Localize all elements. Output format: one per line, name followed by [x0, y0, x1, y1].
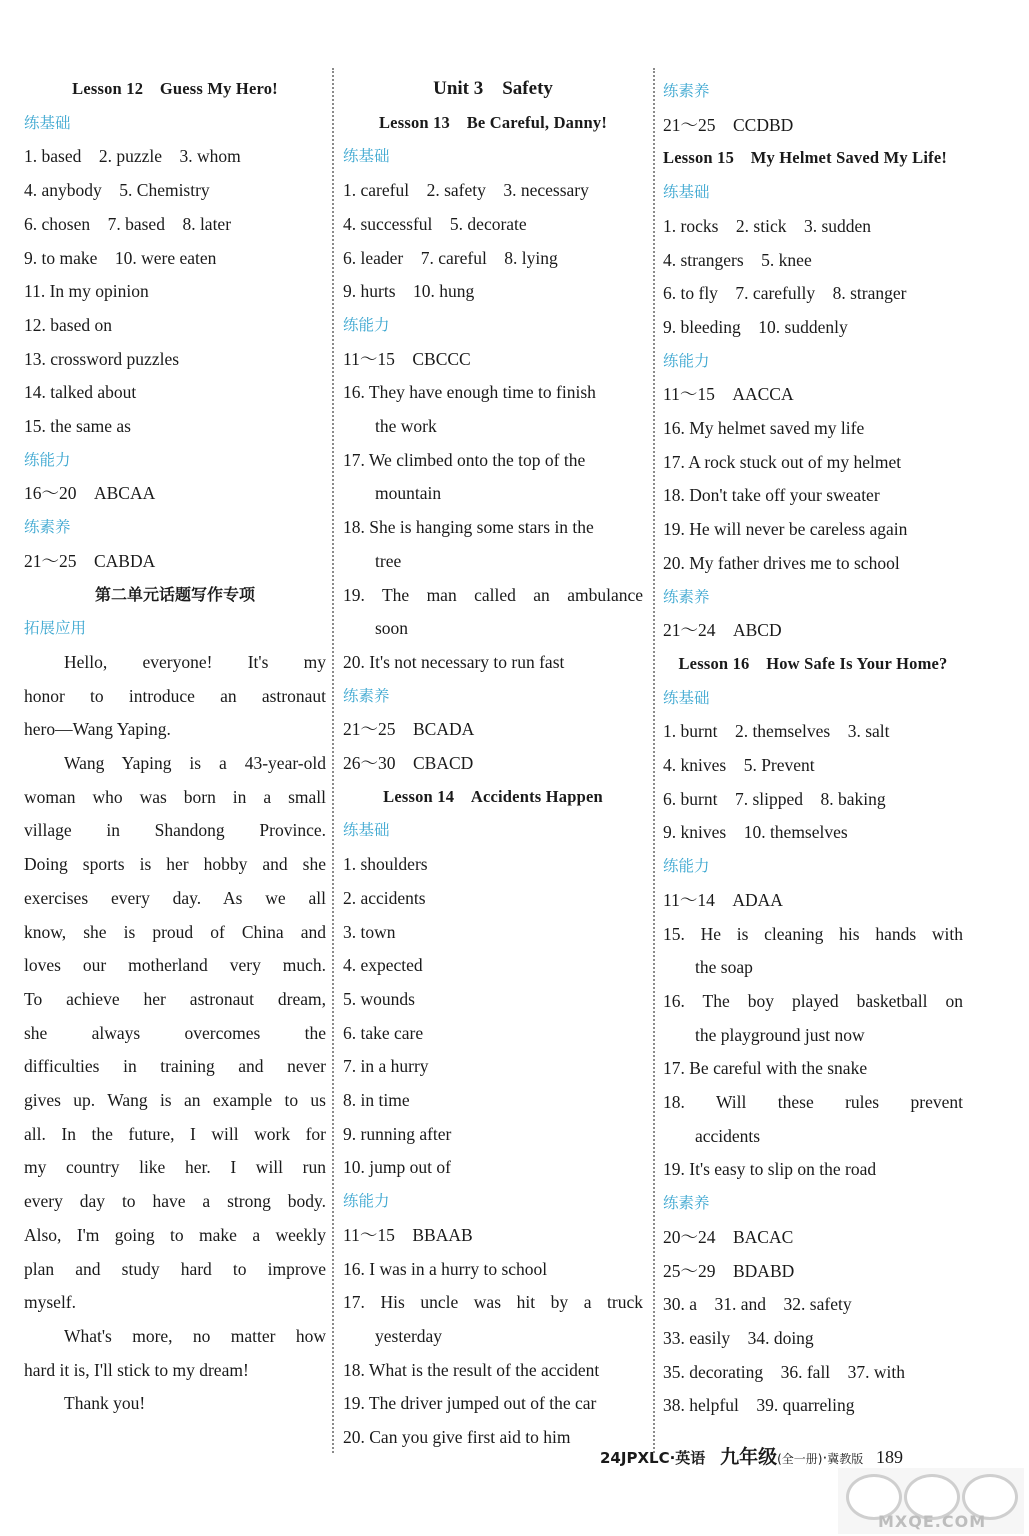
grade-label: 九年级 — [720, 1446, 778, 1468]
answer-line: 20. Can you give first aid to him — [343, 1427, 571, 1447]
section-label: 练基础 — [343, 147, 390, 166]
column-divider — [332, 68, 334, 1453]
answer-line: 35. decorating 36. fall 37. with — [663, 1361, 906, 1382]
section-label: 拓展应用 — [24, 619, 87, 638]
answer-line: exercises every day. As we all — [24, 887, 326, 908]
answer-line: 1. shoulders — [343, 854, 428, 875]
answer-line: 38. helpful 39. quarreling — [663, 1395, 855, 1416]
answer-line: 4. knives 5. Prevent — [663, 755, 815, 775]
answer-line: 1. based 2. puzzle 3. whom — [24, 146, 241, 167]
volume-label: (全一册) — [777, 1452, 823, 1466]
answer-line: 4. strangers 5. knee — [663, 249, 812, 270]
answer-line: 5. wounds — [343, 988, 415, 1009]
section-label: 练素养 — [663, 1194, 710, 1213]
answer-line: 18. What is the result of the accident — [343, 1359, 600, 1380]
answer-line: gives up. Wang is an example to us — [24, 1090, 326, 1110]
answer-line: 16. The boy played basketball on — [663, 990, 963, 1011]
section-label: 练基础 — [343, 821, 390, 840]
answer-line: 11～15 BBAAB — [343, 1224, 473, 1245]
answer-line: 6. burnt 7. slipped 8. baking — [663, 788, 886, 809]
answer-line: all. In the future, I will work for — [24, 1123, 326, 1144]
watermark-logo — [838, 1468, 1024, 1534]
answer-line: hard it is, I'll stick to my dream! — [24, 1359, 249, 1380]
answer-line: Also, I'm going to make a weekly — [24, 1224, 326, 1245]
answer-line: Doing sports is her hobby and she — [24, 854, 326, 875]
answer-line: village in Shandong Province. — [24, 820, 326, 841]
section-label: 练能力 — [343, 1192, 390, 1211]
answer-line: difficulties in training and never — [24, 1056, 326, 1077]
section-label: 练基础 — [663, 688, 710, 707]
answer-line: 6. take care — [343, 1022, 424, 1043]
answer-line: 20～24 BACAC — [663, 1226, 794, 1247]
answer-line: 11～15 AACCA — [663, 384, 794, 405]
lesson-title: Lesson 16 How Safe Is Your Home? — [678, 653, 948, 673]
answer-line: 19. The driver jumped out of the car — [343, 1393, 597, 1414]
answer-line: 19. It's easy to slip on the road — [663, 1159, 877, 1180]
watermark-url: MXQE.COM — [878, 1512, 987, 1531]
answer-line: honor to introduce an astronaut — [24, 685, 326, 706]
answer-line: Hello, everyone! It's my — [64, 651, 326, 672]
answer-line: 18. Don't take off your sweater — [663, 485, 880, 506]
answer-line: 9. bleeding 10. suddenly — [663, 316, 848, 337]
lesson-title: Lesson 15 My Helmet Saved My Life! — [663, 148, 948, 168]
answer-line: 21～24 ABCD — [663, 620, 782, 641]
answer-line: the playground just now — [695, 1024, 865, 1045]
answer-line: 16. I was in a hurry to school — [343, 1258, 548, 1279]
answer-line: 26～30 CBACD — [343, 753, 474, 773]
answer-line: 9. to make 10. were eaten — [24, 247, 217, 268]
answer-line: What's more, no matter how — [64, 1325, 326, 1346]
answer-line: 6. chosen 7. based 8. later — [24, 213, 232, 234]
answer-line: 20. My father drives me to school — [663, 552, 900, 573]
section-label: 练素养 — [24, 518, 71, 537]
answer-line: plan and study hard to improve — [24, 1258, 326, 1279]
answer-line: 11～14 ADAA — [663, 889, 783, 910]
answer-line: 21～25 CABDA — [24, 550, 156, 571]
answer-line: 19. He will never be careless again — [663, 519, 908, 540]
section-label: 练素养 — [663, 82, 710, 100]
answer-line: 2. accidents — [343, 887, 426, 908]
answer-line: 18. Will these rules prevent — [663, 1092, 963, 1112]
answer-line: she always overcomes the — [24, 1022, 326, 1043]
section-label: 练能力 — [663, 857, 710, 876]
answer-line: woman who was born in a small — [24, 786, 326, 807]
section-label: 练素养 — [663, 587, 710, 606]
edition-label: 冀教版 — [827, 1452, 864, 1466]
answer-line: 12. based on — [24, 314, 112, 335]
answer-line: 17. A rock stuck out of my helmet — [663, 451, 902, 472]
answer-line: the work — [375, 416, 437, 436]
answer-line: 15. He is cleaning his hands with — [663, 923, 963, 944]
answer-line: every day to have a strong body. — [24, 1191, 326, 1212]
answer-line: 21～25 BCADA — [343, 719, 475, 740]
answer-line: 9. running after — [343, 1123, 452, 1144]
answer-line: 1. careful 2. safety 3. necessary — [343, 180, 589, 201]
answer-line: know, she is proud of China and — [24, 921, 326, 942]
answer-line: 8. in time — [343, 1090, 410, 1110]
answer-line: 4. successful 5. decorate — [343, 213, 527, 234]
answer-line: soon — [375, 618, 409, 639]
answer-line: 16. They have enough time to finish — [343, 382, 596, 403]
answer-line: 25～29 BDABD — [663, 1260, 795, 1281]
answer-line: Wang Yaping is a 43-year-old — [64, 753, 326, 773]
answer-line: loves our motherland very much. — [24, 955, 326, 976]
section-label: 练基础 — [663, 183, 710, 202]
answer-line: 11. In my opinion — [24, 281, 149, 302]
answer-line: the soap — [695, 957, 753, 978]
answer-line: mountain — [375, 483, 442, 504]
answer-line: 19. The man called an ambulance — [343, 584, 643, 605]
answer-line: 13. crossword puzzles — [24, 348, 180, 369]
answer-line: 17. His uncle was hit by a truck — [343, 1292, 643, 1313]
answer-line: 17. Be careful with the snake — [663, 1058, 868, 1079]
answer-line: 7. in a hurry — [343, 1056, 429, 1077]
answer-line: 14. talked about — [24, 382, 137, 403]
section-label: 练能力 — [663, 351, 710, 370]
answer-line: 30. a 31. and 32. safety — [663, 1294, 852, 1315]
answer-line: accidents — [695, 1125, 761, 1146]
section-label: 练能力 — [24, 450, 71, 469]
answer-line: 1. burnt 2. themselves 3. salt — [663, 721, 890, 742]
answer-line: hero—Wang Yaping. — [24, 719, 171, 740]
column-divider — [653, 68, 655, 1453]
unit-title: Unit 3 Safety — [433, 78, 553, 99]
answer-line: tree — [375, 550, 402, 571]
book-code: 24JPXLC·英语 — [600, 1449, 706, 1467]
answer-line: 20. It's not necessary to run fast — [343, 651, 565, 672]
answer-line: 4. expected — [343, 955, 423, 976]
answer-line: 16～20 ABCAA — [24, 483, 156, 504]
answer-line: 10. jump out of — [343, 1157, 451, 1178]
answer-line: 21～25 CCDBD — [663, 114, 794, 135]
answer-line: 17. We climbed onto the top of the — [343, 449, 586, 470]
lesson-title: Lesson 13 Be Careful, Danny! — [378, 112, 608, 132]
section-label: 练基础 — [24, 113, 71, 132]
answer-line: 1. rocks 2. stick 3. sudden — [663, 215, 872, 236]
page-footer: 24JPXLC·英语 九年级(全一册)·冀教版 189 — [600, 1446, 904, 1468]
section-title: 第二单元话题写作专项 — [94, 584, 255, 604]
answer-line: 16. My helmet saved my life — [663, 418, 865, 438]
lesson-title: Lesson 12 Guess My Hero! — [72, 79, 278, 98]
answer-line: 18. She is hanging some stars in the — [343, 517, 594, 538]
page-number: 189 — [876, 1447, 904, 1467]
answer-line: 6. to fly 7. carefully 8. stranger — [663, 283, 907, 304]
answer-line: myself. — [24, 1292, 77, 1313]
section-label: 练素养 — [343, 686, 390, 705]
answer-line: 11～15 CBCCC — [343, 348, 471, 369]
section-label: 练能力 — [343, 315, 390, 334]
answer-line: Thank you! — [64, 1393, 146, 1414]
answer-line: 33. easily 34. doing — [663, 1327, 814, 1348]
answer-line: my country like her. I will run — [24, 1157, 326, 1178]
answer-line: 15. the same as — [24, 416, 131, 436]
answer-line: 9. hurts 10. hung — [343, 281, 475, 302]
answer-line: 9. knives 10. themselves — [663, 822, 848, 843]
lesson-title: Lesson 14 Accidents Happen — [383, 786, 603, 806]
answer-line: yesterday — [375, 1325, 443, 1346]
answer-line: 4. anybody 5. Chemistry — [24, 180, 210, 201]
answer-line: 3. town — [343, 921, 396, 942]
answer-line: 6. leader 7. careful 8. lying — [343, 247, 558, 268]
answer-line: To achieve her astronaut dream, — [24, 988, 326, 1009]
